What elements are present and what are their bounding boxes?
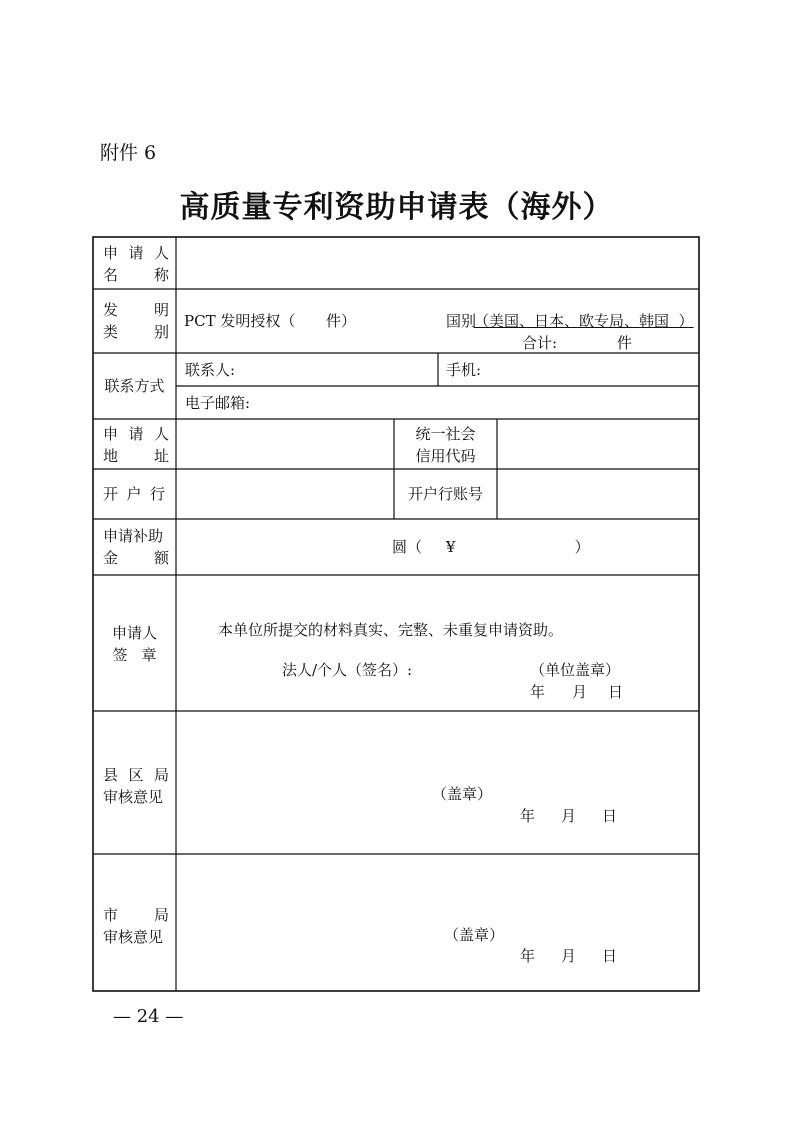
legal-person-signature-label: 法人/个人（签名）: xyxy=(282,661,413,679)
declaration-statement: 本单位所提交的材料真实、完整、未重复申请资助。 xyxy=(218,621,564,639)
applicant-name-label: 申 请 人 名 称 xyxy=(103,244,169,284)
city-month: 月 xyxy=(561,947,577,965)
city-year: 年 xyxy=(520,947,536,965)
amount-field[interactable]: 圆（ ¥ ） xyxy=(392,538,590,556)
city-day: 日 xyxy=(602,947,618,965)
county-review-label: 县 区 局 审核意见 xyxy=(103,766,169,806)
applicant-address-label: 申 请 人 地 址 xyxy=(103,425,169,465)
mobile-field[interactable] xyxy=(485,355,695,384)
applicant-address-field[interactable] xyxy=(177,420,393,468)
signature-day: 日 xyxy=(608,683,624,701)
county-month: 月 xyxy=(561,807,577,825)
signature-month: 月 xyxy=(572,683,588,701)
total-label: 合计: xyxy=(522,334,558,352)
country-prefix: 国别 xyxy=(446,312,477,330)
county-seal-label: （盖章） xyxy=(432,785,493,803)
attachment-label: 附件 6 xyxy=(100,142,157,164)
county-day: 日 xyxy=(602,807,618,825)
credit-code-label: 统一社会 信用代码 xyxy=(415,425,476,465)
bank-account-field[interactable] xyxy=(498,470,698,518)
page-number: — 24 — xyxy=(113,1006,184,1027)
page-title: 高质量专利资助申请表（海外） xyxy=(179,190,614,225)
county-year: 年 xyxy=(520,807,536,825)
email-field[interactable] xyxy=(258,388,695,417)
contact-person-field[interactable] xyxy=(240,355,435,384)
amount-label: 申请补助 金 额 xyxy=(103,527,169,567)
signature-label: 申请人 签 章 xyxy=(111,624,157,664)
bank-label: 开 户 行 xyxy=(103,485,165,503)
contact-person-label: 联系人: xyxy=(185,361,236,379)
pct-unit: 件） xyxy=(326,312,357,330)
email-label: 电子邮箱: xyxy=(185,394,251,412)
mobile-label: 手机: xyxy=(446,361,482,379)
unit-seal-label: （单位盖章） xyxy=(530,661,621,679)
signature-year: 年 xyxy=(530,683,546,701)
total-unit: 件 xyxy=(617,334,633,352)
contact-label: 联系方式 xyxy=(104,377,165,395)
invention-type-label: 发 明 类 别 xyxy=(103,301,169,341)
applicant-name-field[interactable] xyxy=(177,238,698,288)
country-list: （美国、日本、欧专局、韩国 ） xyxy=(474,312,694,330)
city-seal-label: （盖章） xyxy=(444,926,505,944)
city-review-label: 市 局 审核意见 xyxy=(103,906,169,946)
bank-account-label: 开户行账号 xyxy=(407,485,483,503)
pct-grant-text: PCT 发明授权（ xyxy=(184,312,296,330)
credit-code-field[interactable] xyxy=(498,420,698,468)
bank-field[interactable] xyxy=(177,470,393,518)
